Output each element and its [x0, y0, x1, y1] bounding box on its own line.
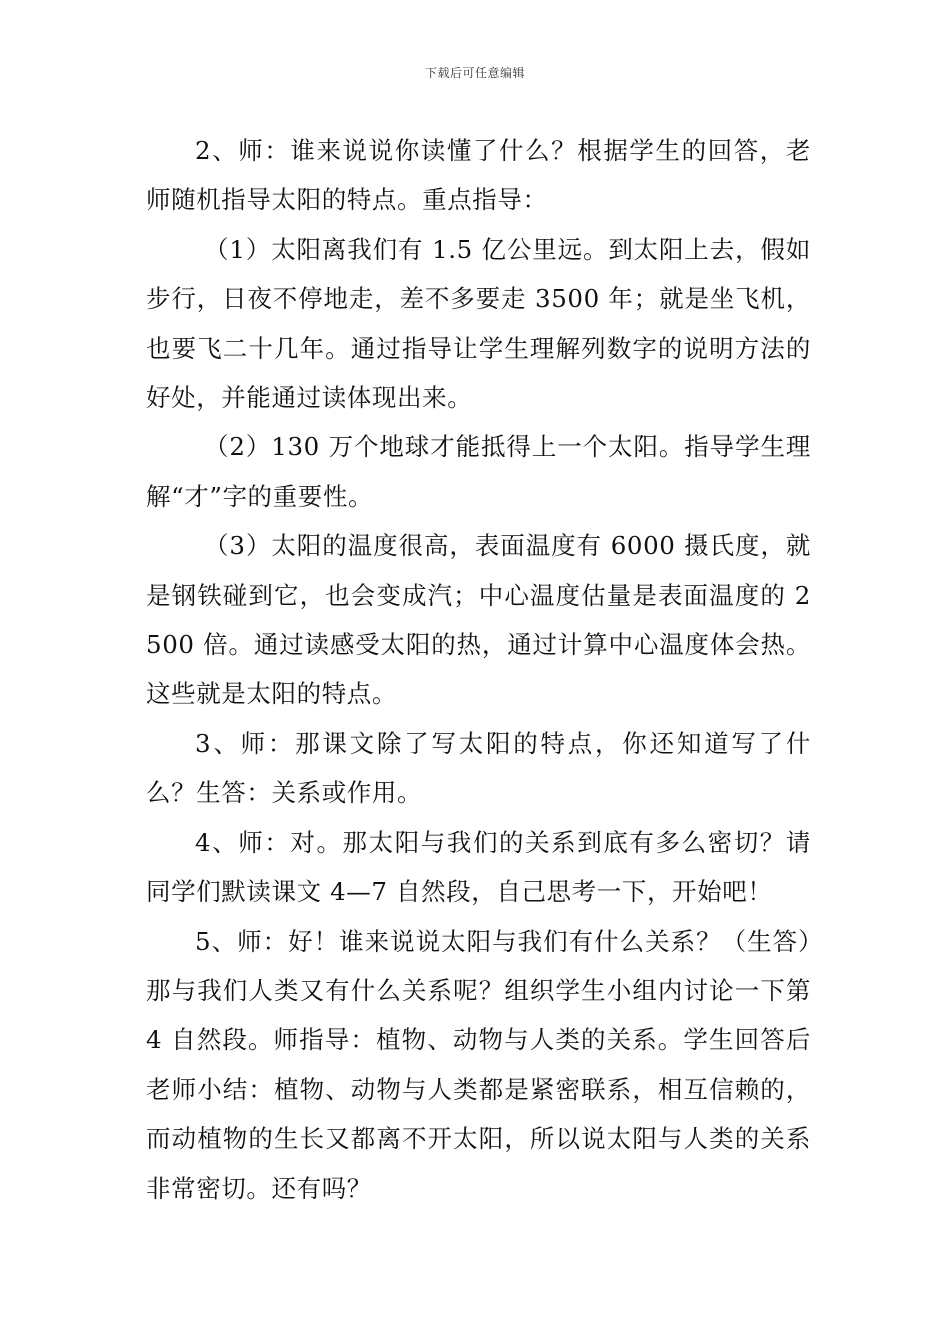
paragraph-5: 5、师：好！谁来说说太阳与我们有什么关系？（生答）那与我们人类又有什么关系呢？组织学生小组内讨论一下第 4 自然段。师指导：植物、动物与人类的关系。学生回答后老师小结：植物、动物与人类都是紧密联系，相互信赖的，而动植物的生长又都离不开太阳，所以说太阳与人类的关系非常密切。还有吗？: [146, 926, 811, 1203]
paragraph-2: 2、师：谁来说说你读懂了什么？根据学生的回答，老师随机指导太阳的特点。重点指导：: [146, 136, 811, 215]
paragraph-2-1: （1）太阳离我们有 1.5 亿公里远。到太阳上去，假如步行，日夜不停地走，差不多要走 3500 年；就是坐飞机，也要飞二十几年。通过指导让学生理解列数字的说明方法的好处，并能通过读体现出来。: [146, 234, 811, 413]
document-body: [146, 126, 811, 1213]
paragraph-2-2: （2）130 万个地球才能抵得上一个太阳。指导学生理解“才”字的重要性。: [146, 432, 811, 511]
page-header: 下载后可任意编辑: [424, 66, 525, 80]
paragraph-3: 3、师：那课文除了写太阳的特点，你还知道写了什么？生答：关系或作用。: [146, 728, 811, 808]
paragraph-2-3: （3）太阳的温度很高，表面温度有 6000 摄氏度，就是钢铁碰到它，也会变成汽；中心温度估量是表面温度的 2500 倍。通过读感受太阳的热，通过计算中心温度体会热。这些就是太阳的特点。: [146, 531, 811, 709]
paragraph-4: 4、师：对。那太阳与我们的关系到底有多么密切？请同学们默读课文 4—7 自然段，自己思考一下，开始吧！: [146, 827, 811, 907]
